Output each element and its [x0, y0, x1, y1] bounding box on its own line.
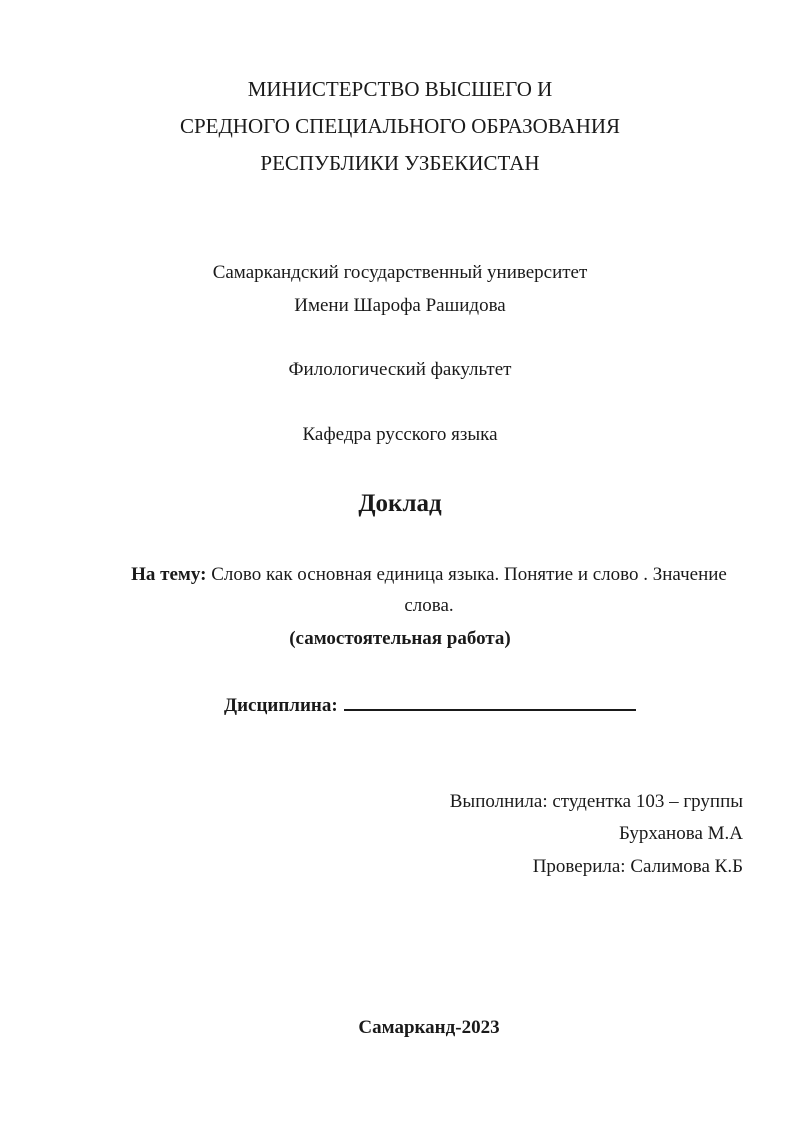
university-name: Самаркандский государственный университет: [212, 262, 588, 283]
ministry-line-3: РЕСПУБЛИКИ УЗБЕКИСТАН: [260, 151, 540, 175]
topic-text-1: Слово как основная единица языка. Понятие и слово . Значение: [206, 564, 727, 585]
department-name: Кафедра русского языка: [302, 424, 498, 445]
discipline-row: [224, 692, 636, 718]
document-title: Доклад: [358, 490, 442, 517]
topic-label: На тему:: [131, 564, 207, 585]
student-name: Бурханова М.А: [618, 823, 743, 844]
university-named-after: Имени Шарофа Рашидова: [294, 295, 506, 316]
discipline-blank-line: [344, 692, 636, 711]
ministry-line-2: СРЕДНОГО СПЕЦИАЛЬНОГО ОБРАЗОВАНИЯ: [179, 114, 621, 138]
faculty-name: Филологический факультет: [288, 359, 512, 380]
performed-by: Выполнила: студентка 103 – группы: [449, 791, 743, 812]
topic-line-1: [0, 563, 800, 587]
checked-by: Проверила: Салимова К.Б: [532, 856, 743, 877]
city-year: Самарканд-2023: [358, 1017, 500, 1038]
ministry-line-1: МИНИСТЕРСТВО ВЫСШЕГО И: [247, 77, 553, 101]
topic-line-2: слова.: [404, 595, 454, 616]
work-type: (самостоятельная работа): [289, 628, 511, 649]
discipline-label: Дисциплина:: [224, 695, 338, 716]
